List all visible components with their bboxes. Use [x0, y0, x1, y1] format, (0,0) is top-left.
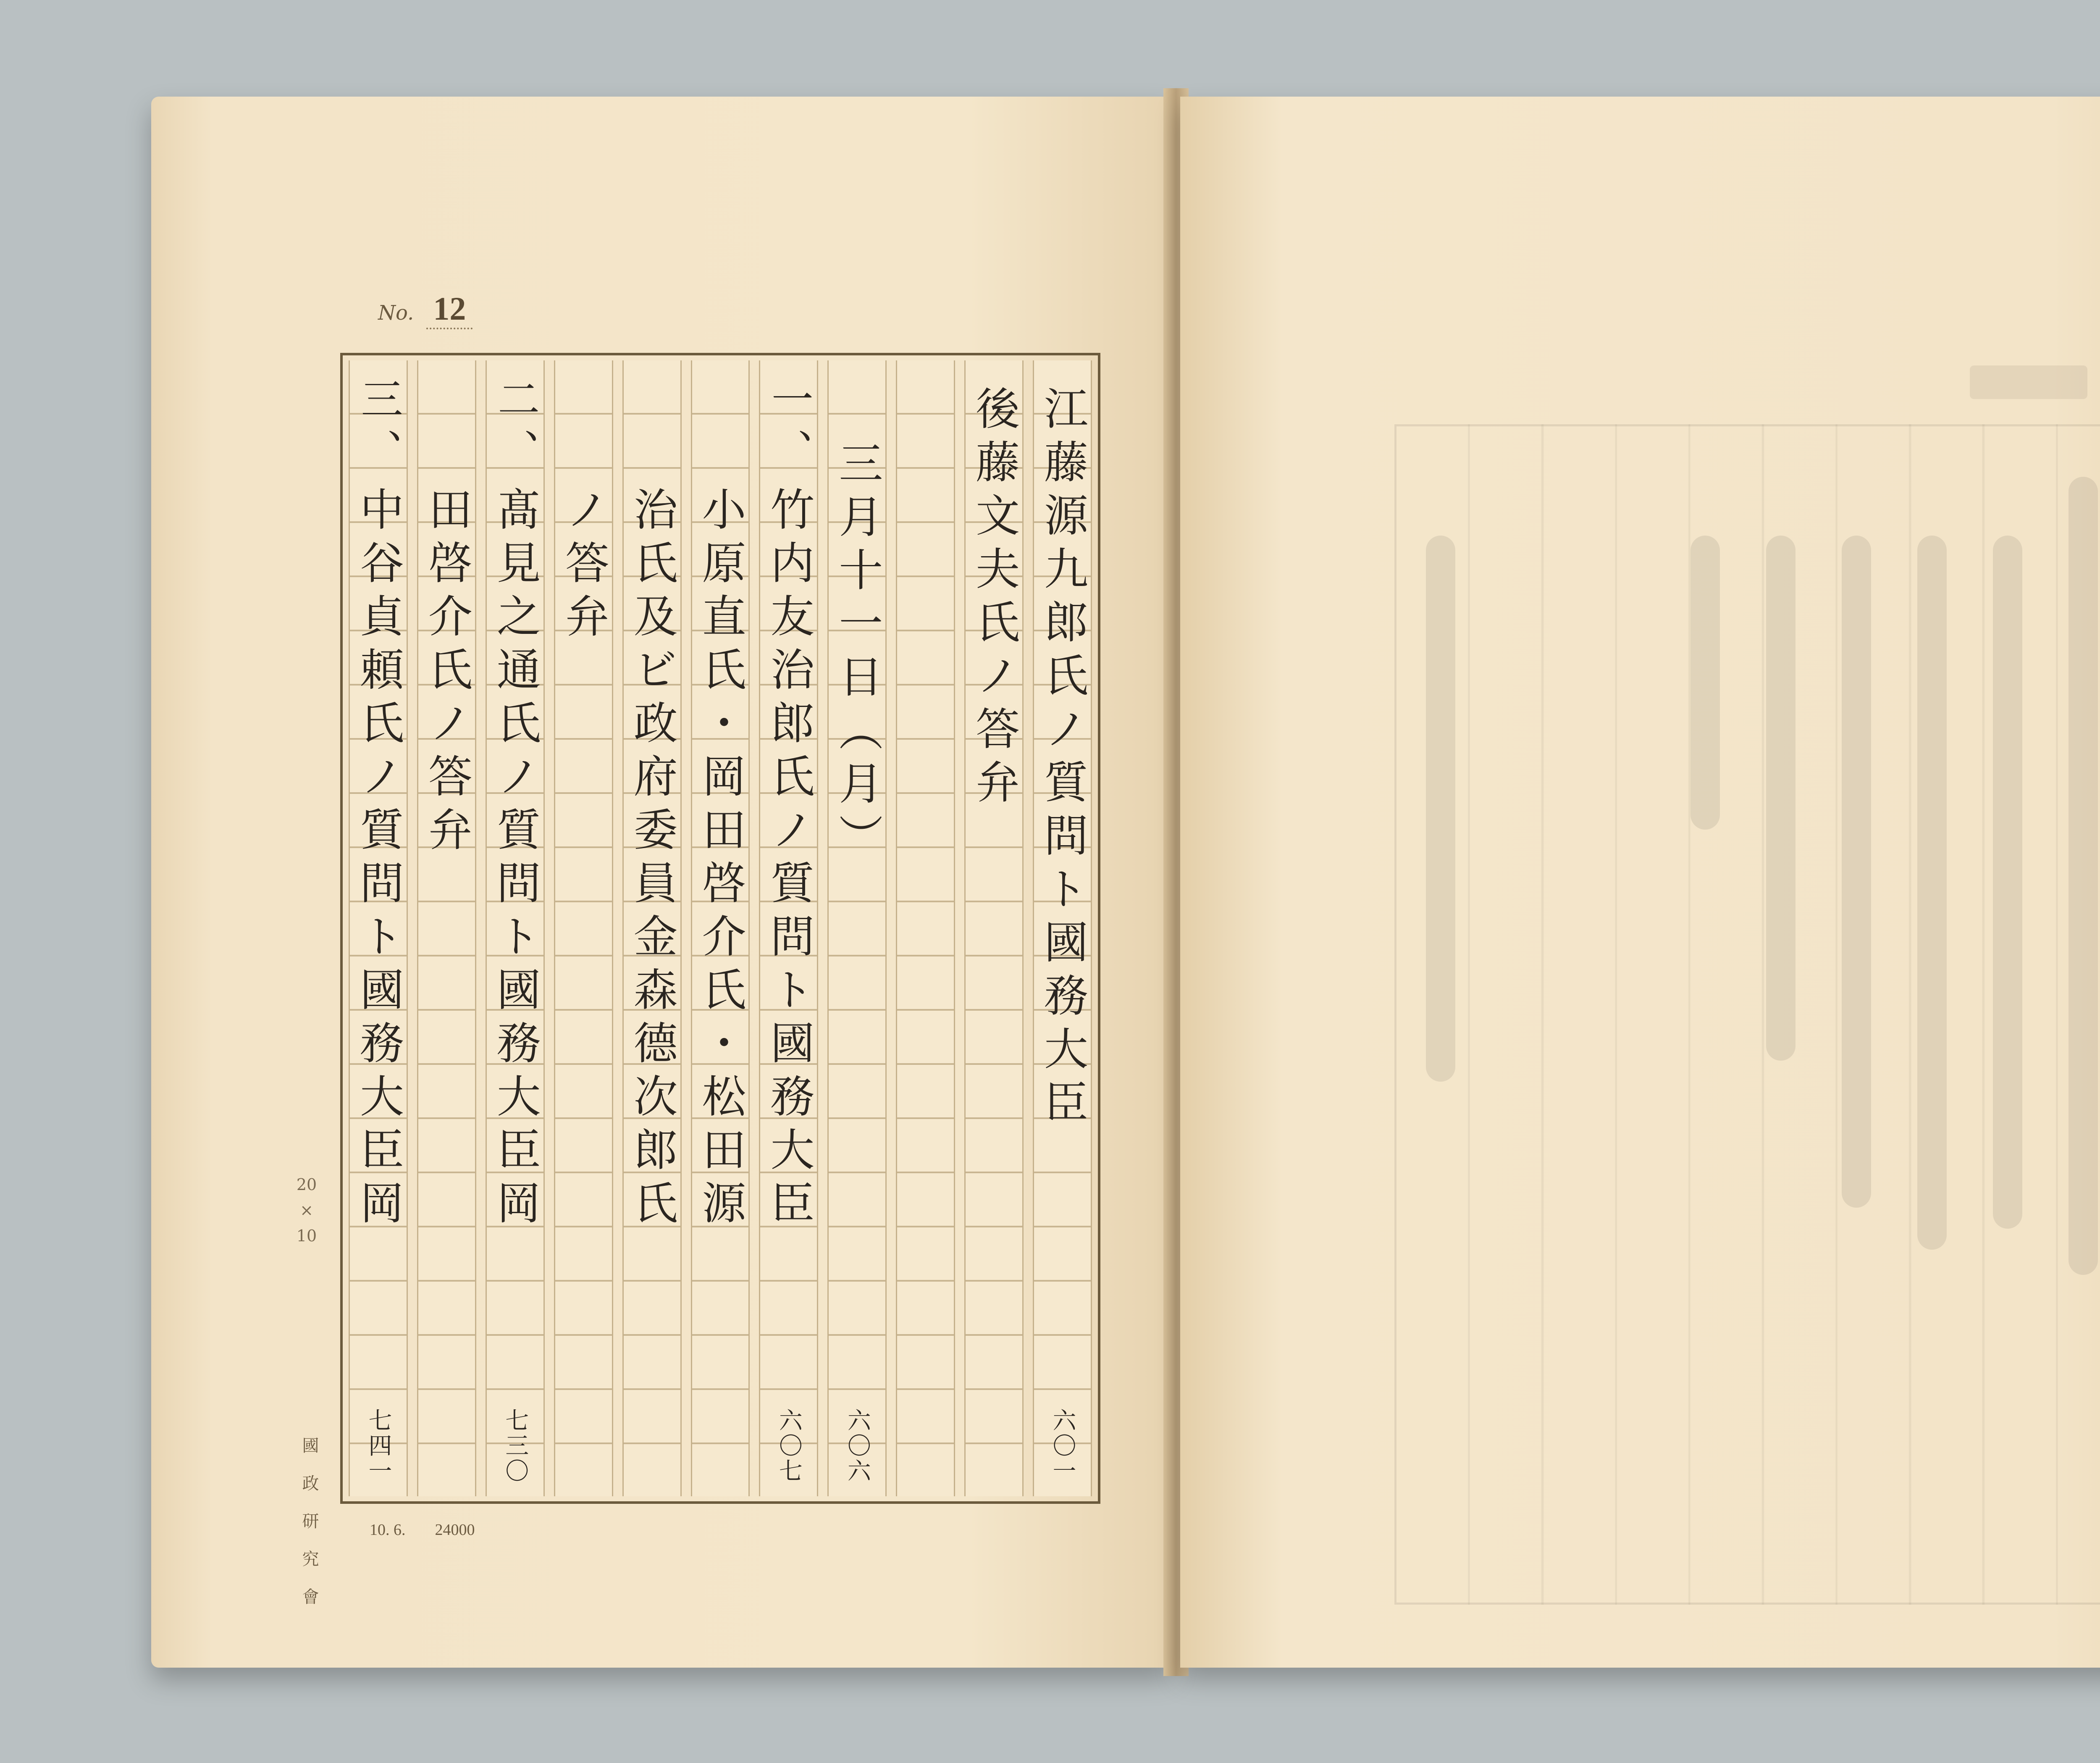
grid-column — [691, 360, 750, 1496]
column-page-ref: 六〇七 — [775, 1408, 803, 1484]
column-page-ref: 六〇六 — [843, 1408, 871, 1484]
grid-column — [1033, 360, 1092, 1496]
column-text: 三月十一日（月） — [832, 440, 883, 867]
column-text: 後藤文夫氏ノ答弁 — [969, 386, 1020, 812]
page-number — [378, 290, 472, 329]
grid-column — [827, 360, 887, 1496]
bleed-through-stroke — [2068, 477, 2098, 1275]
grid-size-rows: 10 — [296, 1226, 317, 1245]
column-text: ノ答弁 — [558, 486, 609, 646]
column-text: 中谷貞頼氏ノ質問ト國務大臣岡 — [352, 486, 404, 1233]
left-page — [151, 97, 1172, 1668]
page-number-label: No. — [378, 301, 414, 325]
grid-column — [486, 360, 545, 1496]
bleed-through-stroke — [1766, 536, 1796, 1061]
page-number-value: 12 — [426, 290, 472, 329]
bleed-through-grid — [1394, 424, 2100, 1605]
grid-column — [349, 360, 408, 1496]
item-marker: 一、 — [764, 377, 814, 480]
column-text: 竹内友治郎氏ノ質問ト國務大臣 — [763, 486, 815, 1233]
grid-size-label — [292, 1172, 321, 1248]
grid-column — [964, 360, 1024, 1496]
bleed-through-stroke — [1426, 536, 1455, 1082]
bleed-through-stroke — [1993, 536, 2022, 1229]
column-text: 田啓介氏ノ答弁 — [421, 486, 472, 860]
grid-column — [417, 360, 476, 1496]
column-text: 小原直氏・岡田啓介氏・松田源 — [695, 486, 746, 1233]
grid-column — [759, 360, 818, 1496]
item-marker: 三、 — [354, 377, 403, 480]
publisher-label: 國政研究會 — [299, 1437, 319, 1626]
column-page-ref: 七三〇 — [501, 1408, 529, 1484]
print-info — [370, 1521, 475, 1539]
grid-column — [554, 360, 613, 1496]
open-book — [143, 88, 2100, 1676]
column-text: 江藤源九郎氏ノ質問ト國務大臣 — [1037, 386, 1089, 1132]
item-marker: 二、 — [491, 377, 540, 480]
bleed-through-header — [1970, 365, 2087, 399]
column-page-ref: 七四一 — [365, 1408, 392, 1484]
print-run: 24000 — [435, 1521, 475, 1539]
manuscript-grid — [340, 353, 1100, 1504]
grid-size-cols: 20 — [296, 1175, 317, 1194]
column-text: 治氏及ビ政府委員金森德次郎氏 — [626, 486, 678, 1233]
grid-column — [622, 360, 682, 1496]
grid-column — [896, 360, 955, 1496]
bleed-through-stroke — [1842, 536, 1871, 1208]
column-page-ref: 六〇一 — [1049, 1408, 1076, 1484]
grid-size-times: × — [300, 1201, 313, 1219]
bleed-through-stroke — [1917, 536, 1947, 1250]
print-date: 10. 6. — [370, 1521, 406, 1539]
column-text: 髙見之通氏ノ質問ト國務大臣岡 — [489, 486, 541, 1233]
bleed-through-stroke — [1690, 536, 1720, 830]
